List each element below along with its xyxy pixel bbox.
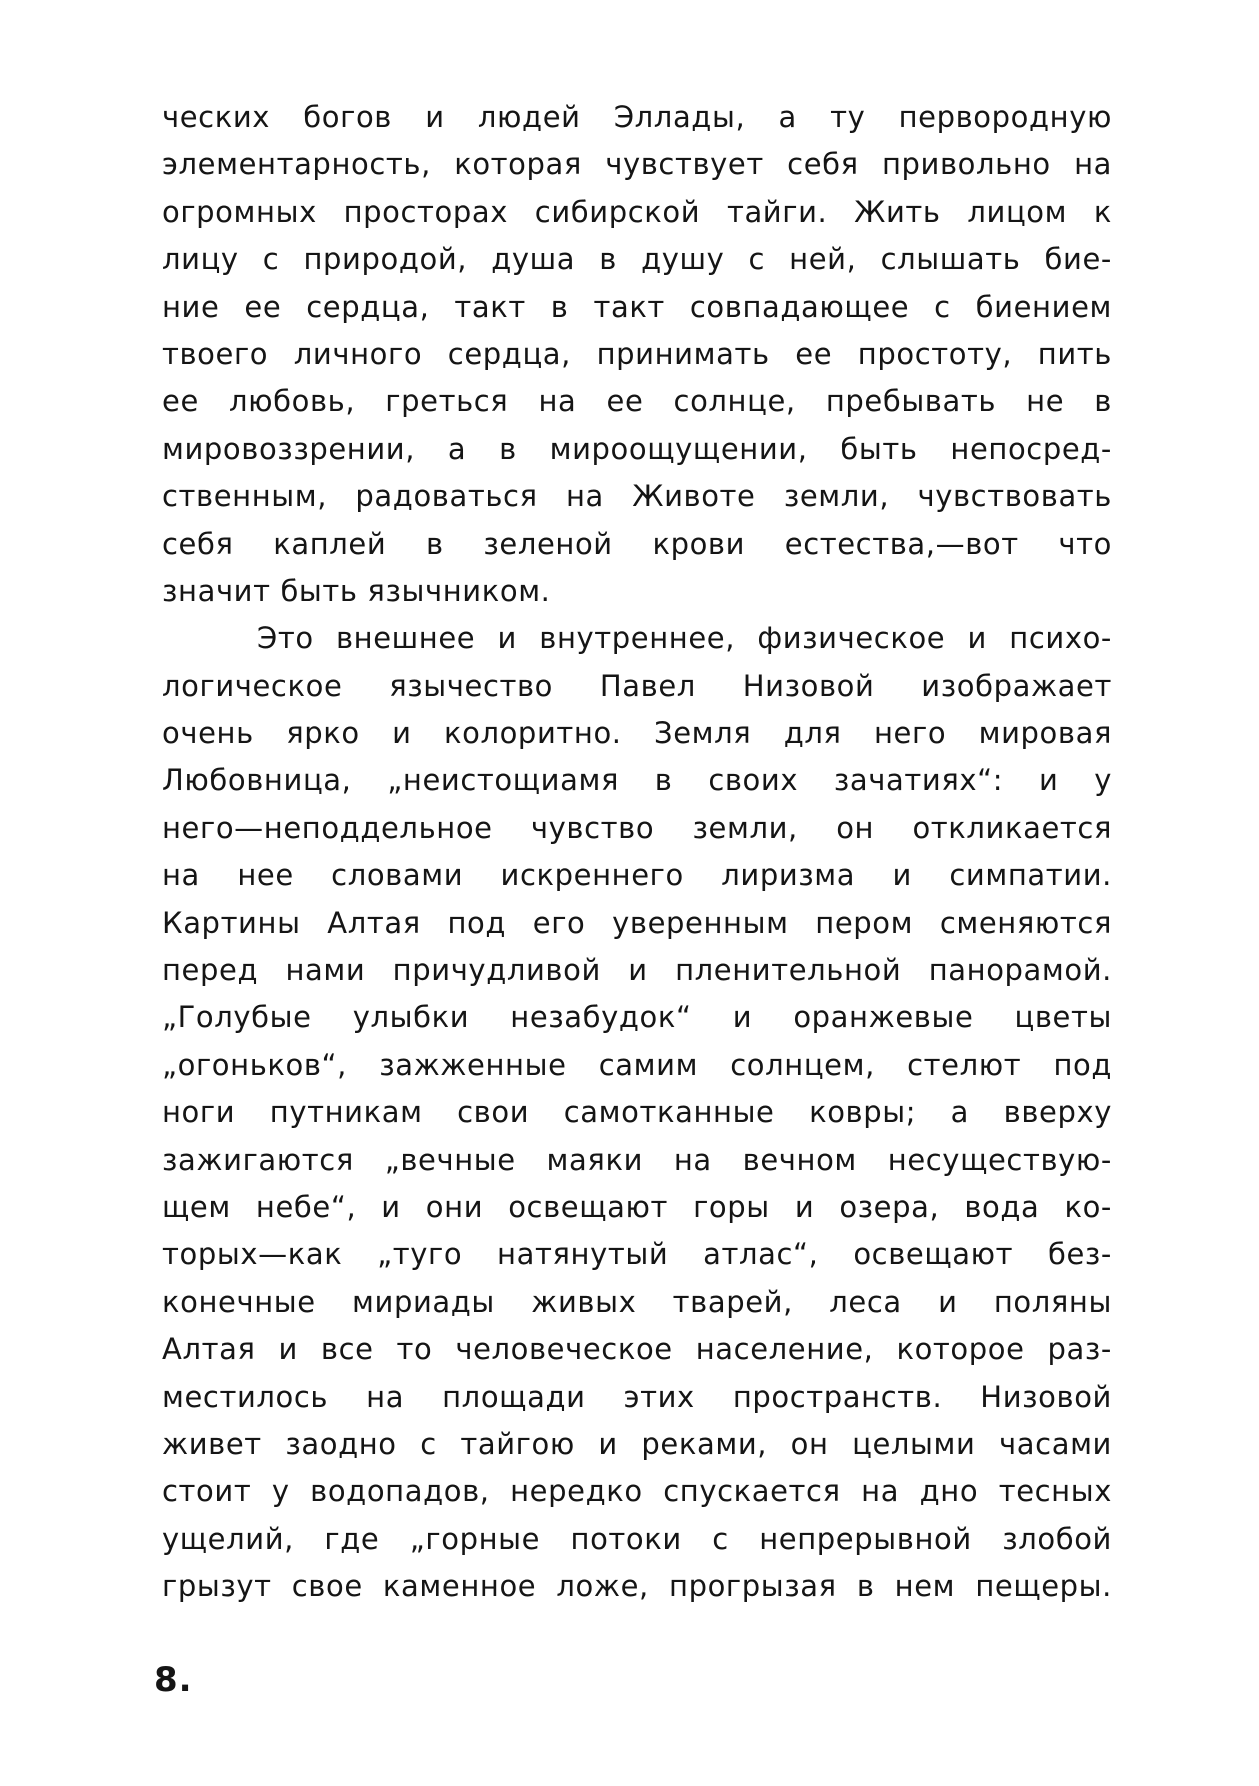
text-line: Алтая и все то человеческое население, которое раз- bbox=[162, 1332, 1112, 1367]
text-line: грызут свое каменное ложе, прогрызая в нем пещеры. bbox=[162, 1569, 1112, 1604]
text-line: щем небе“, и они освещают горы и озера, вода ко- bbox=[162, 1189, 1112, 1224]
text-line: ственным, радоваться на Животе земли, чувствовать bbox=[162, 479, 1112, 514]
text-block bbox=[162, 94, 1112, 1611]
paragraph-2 bbox=[162, 615, 1112, 1610]
text-line: Это внешнее и внутреннее, физическое и психо- bbox=[257, 621, 1112, 656]
text-line: местилось на площади этих пространств. Низовой bbox=[162, 1379, 1112, 1414]
text-line: ние ее сердца, такт в такт совпадающее с биением bbox=[162, 289, 1112, 324]
paragraph-1 bbox=[162, 94, 1112, 615]
page-number: 8. bbox=[154, 1660, 193, 1700]
text-line: значит быть язычником. bbox=[162, 573, 551, 608]
text-line: конечные мириады живых тварей, леса и поляны bbox=[162, 1284, 1112, 1319]
text-line: ческих богов и людей Эллады, а ту первородную bbox=[162, 100, 1112, 134]
text-line: ее любовь, греться на ее солнце, пребывать не в bbox=[162, 384, 1112, 419]
text-line: на нее словами искреннего лиризма и симпатии. bbox=[162, 858, 1112, 893]
text-line: зажигаются „вечные маяки на вечном несуществую- bbox=[162, 1142, 1112, 1177]
text-line: очень ярко и колоритно. Земля для него мировая bbox=[162, 716, 1112, 751]
text-line: перед нами причудливой и пленительной панорамой. bbox=[162, 953, 1112, 988]
text-line: ущелий, где „горные потоки с непрерывной злобой bbox=[162, 1521, 1112, 1556]
text-line: себя каплей в зеленой крови естества,—вот что bbox=[162, 526, 1112, 561]
text-line: него—неподдельное чувство земли, он откликается bbox=[162, 810, 1112, 845]
text-line: „Голубые улыбки незабудок“ и оранжевые цветы bbox=[162, 1000, 1112, 1035]
text-line: элементарность, которая чувствует себя привольно на bbox=[162, 147, 1112, 182]
text-line: Любовница, „неистощиамя в своих зачатиях“: и у bbox=[162, 763, 1112, 798]
text-line: Картины Алтая под его уверенным пером сменяются bbox=[162, 905, 1112, 940]
text-line: „огоньков“, зажженные самим солнцем, стелют под bbox=[162, 1047, 1112, 1082]
text-line: мировоззрении, а в мироощущении, быть непосред- bbox=[162, 431, 1112, 466]
text-line: ноги путникам свои самотканные ковры; а вверху bbox=[162, 1095, 1112, 1130]
text-line: лицу с природой, душа в душу с ней, слышать бие- bbox=[162, 242, 1112, 277]
text-line: стоит у водопадов, нередко спускается на дно тесных bbox=[162, 1474, 1112, 1509]
text-line: живет заодно с тайгою и реками, он целыми часами bbox=[162, 1426, 1112, 1461]
text-line: огромных просторах сибирской тайги. Жить лицом к bbox=[162, 194, 1112, 229]
text-line: торых—как „туго натянутый атлас“, освещают без- bbox=[162, 1237, 1112, 1272]
text-line: логическое язычество Павел Низовой изображает bbox=[162, 668, 1112, 703]
text-line: твоего личного сердца, принимать ее простоту, пить bbox=[162, 336, 1112, 371]
